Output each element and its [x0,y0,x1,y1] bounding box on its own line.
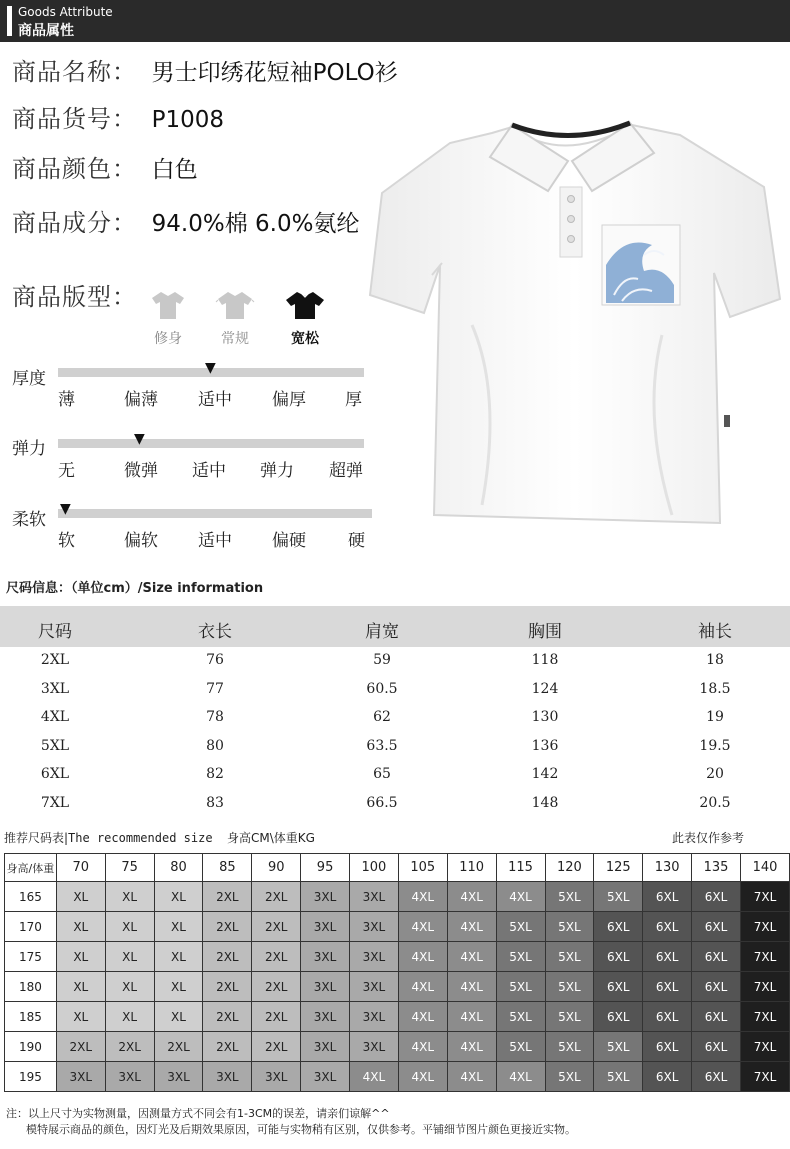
recommend-size-cell: 6XL [692,912,741,942]
product-photo-polo-shirt [362,95,787,535]
recommend-size-cell: 3XL [301,972,350,1002]
recommend-size-cell: 3XL [301,1062,350,1092]
size-table-cell: 80 [206,737,224,754]
size-header-cell: 尺码 [38,622,72,642]
scale-option: 偏硬 [272,531,306,551]
size-table-cell: 130 [531,709,559,726]
recommend-weight-header: 80 [154,854,203,882]
attr-label: 商品名称： [12,58,137,86]
recommend-size-cell: XL [105,942,154,972]
recommend-height-header: 165 [5,882,57,912]
recommend-size-cell: XL [56,942,105,972]
size-table-cell: 3XL [40,680,70,697]
recommend-weight-header: 105 [398,854,447,882]
section-header [0,0,790,42]
recommend-size-cell: XL [56,912,105,942]
recommend-size-cell: XL [154,972,203,1002]
recommend-size-cell: XL [105,1002,154,1032]
size-table-row [0,764,790,792]
size-table-cell: 77 [206,680,224,697]
scale-thickness-title: 厚度 [12,369,46,389]
recommend-size-cell: 6XL [692,972,741,1002]
recommend-height-header: 180 [5,972,57,1002]
slim-fit-shirt-icon [148,290,188,320]
recommend-size-cell: 4XL [447,942,496,972]
recommend-size-cell: XL [105,972,154,1002]
recommend-size-cell: 5XL [496,1002,545,1032]
size-table-cell: 136 [531,737,559,754]
size-header-cell: 袖长 [698,622,732,642]
size-table-cell: 62 [373,709,391,726]
size-table-cell: 19.5 [699,737,731,754]
recommend-size-cell: XL [154,1002,203,1032]
recommend-height-header: 170 [5,912,57,942]
size-table-cell: 7XL [40,795,70,811]
recommend-size-cell: XL [154,912,203,942]
scale-softness-title: 柔软 [12,510,46,530]
recommend-title-cn: 推荐尺码表| [4,831,69,845]
size-table-row [0,793,790,821]
recommend-size-cell: 4XL [447,1002,496,1032]
recommend-size-cell: 4XL [496,1062,545,1092]
recommend-size-cell: 3XL [203,1062,252,1092]
size-header-cell: 衣长 [198,622,232,642]
attr-label: 商品版型： [12,283,137,311]
recommend-size-cell: 2XL [203,1002,252,1032]
fit-option-regular: 常规 [221,331,249,347]
recommend-size-cell: 4XL [398,942,447,972]
size-header-cell: 肩宽 [365,622,399,642]
recommend-size-cell: 7XL [741,1062,790,1092]
recommend-size-cell: 5XL [545,972,594,1002]
recommend-size-cell: 2XL [203,942,252,972]
size-table-cell: 60.5 [366,680,398,697]
recommend-header-row [5,854,790,882]
recommend-size-cell: 4XL [447,972,496,1002]
recommend-size-cell: 6XL [692,882,741,912]
recommend-size-cell: 2XL [56,1032,105,1062]
scale-option: 适中 [198,531,232,551]
attr-label: 商品成分： [12,209,137,237]
recommend-size-cell: 4XL [398,882,447,912]
recommend-size-cell: 7XL [741,1032,790,1062]
recommend-size-cell: 6XL [594,972,643,1002]
recommend-size-cell: 5XL [545,1002,594,1032]
header-accent-bar [7,6,12,36]
recommend-size-cell: 4XL [350,1062,399,1092]
recommend-size-cell: 6XL [643,1062,692,1092]
recommend-size-cell: XL [154,942,203,972]
recommend-size-cell: 3XL [105,1062,154,1092]
recommend-size-cell: 3XL [350,942,399,972]
recommend-size-cell: 4XL [398,1002,447,1032]
recommend-size-cell: 6XL [643,912,692,942]
recommend-height-header: 185 [5,1002,57,1032]
recommend-size-cell: 5XL [545,942,594,972]
recommend-size-cell: 4XL [447,1062,496,1092]
recommend-size-cell: 4XL [447,882,496,912]
scale-option: 适中 [198,390,232,410]
scale-option: 厚 [345,390,362,410]
recommend-corner-cell: 身高/体重 [5,854,57,882]
size-table-cell: 18.5 [699,680,731,697]
size-table-cell: 18 [706,652,724,668]
recommend-size-cell: 3XL [350,1032,399,1062]
size-table-cell: 118 [531,652,559,668]
footnote-measurement: 注：以上尺寸为实物测量，因测量方式不同会有1-3CM的误差，请亲们谅解^^ [6,1107,390,1120]
size-table-cell: 63.5 [366,737,398,754]
recommend-size-cell: 4XL [398,1062,447,1092]
recommend-size-cell: 2XL [154,1032,203,1062]
recommend-note: 此表仅作参考 [672,831,745,845]
size-table-cell: 66.5 [366,795,398,811]
recommend-row [5,942,790,972]
recommend-size-table [4,853,790,1092]
recommend-row [5,972,790,1002]
recommend-size-cell: 6XL [692,1032,741,1062]
attr-value: P1008 [151,107,225,133]
recommend-size-cell: XL [105,882,154,912]
recommend-size-cell: 2XL [252,1032,301,1062]
recommend-size-cell: 5XL [594,1032,643,1062]
recommend-weight-header: 70 [56,854,105,882]
attr-product-material [12,203,359,238]
recommend-size-cell: 2XL [105,1032,154,1062]
recommend-size-cell: 2XL [252,912,301,942]
recommend-size-cell: 6XL [643,942,692,972]
scale-elasticity-bar [58,439,364,448]
recommend-row [5,1032,790,1062]
size-header-cell: 胸围 [528,622,562,642]
scale-option: 偏软 [124,531,158,551]
header-title-en: Goods Attribute [18,5,113,19]
attr-label: 商品颜色： [12,155,137,183]
recommend-size-cell: 6XL [692,1062,741,1092]
recommend-size-cell: 3XL [350,912,399,942]
scale-softness-bar [58,509,372,518]
recommend-height-header: 190 [5,1032,57,1062]
recommend-size-cell: 4XL [447,1032,496,1062]
regular-fit-shirt-icon [215,290,255,320]
recommend-size-cell: 3XL [350,882,399,912]
size-table-cell: 65 [373,766,391,783]
recommend-size-cell: 3XL [350,1002,399,1032]
attr-value: 94.0%棉 6.0%氨纶 [151,211,360,237]
recommend-size-cell: 3XL [301,1002,350,1032]
recommend-size-cell: 5XL [545,1032,594,1062]
recommend-size-cell: 3XL [56,1062,105,1092]
size-table-cell: 78 [206,709,224,726]
scale-option: 偏厚 [272,390,306,410]
recommend-row [5,882,790,912]
recommend-size-cell: 3XL [154,1062,203,1092]
size-table-cell: 4XL [40,709,70,726]
recommend-size-cell: 6XL [594,942,643,972]
recommend-size-cell: 3XL [350,972,399,1002]
recommend-size-cell: 5XL [496,972,545,1002]
attr-product-code [12,99,224,134]
scale-option: 硬 [348,531,365,551]
size-table-cell: 20 [706,766,724,783]
recommend-size-cell: 7XL [741,1002,790,1032]
recommend-size-cell: XL [56,972,105,1002]
recommend-size-cell: 3XL [301,882,350,912]
scale-thickness-marker-icon: ▼ [205,360,216,376]
scale-option: 适中 [192,461,226,481]
size-table-cell: 19 [706,709,724,726]
recommend-size-cell: 6XL [692,1002,741,1032]
scale-elasticity-marker-icon: ▼ [134,431,145,447]
scale-option: 无 [58,461,75,481]
attr-product-fit [12,277,144,312]
recommend-size-cell: 3XL [252,1062,301,1092]
recommend-weight-header: 130 [643,854,692,882]
recommend-size-cell: 2XL [203,972,252,1002]
recommend-size-cell: 5XL [496,912,545,942]
recommend-size-cell: 2XL [252,942,301,972]
scale-softness-marker-icon: ▼ [60,501,71,517]
attr-label: 商品货号： [12,105,137,133]
recommend-size-cell: XL [154,882,203,912]
footnote-color: 模特展示商品的颜色，因灯光及后期效果原因，可能与实物稍有区别，仅供参考。平铺细节图片颜色更接近实物。 [26,1123,576,1136]
recommend-weight-header: 90 [252,854,301,882]
recommend-size-cell: 5XL [496,942,545,972]
recommend-weight-header: 135 [692,854,741,882]
size-table-cell: 2XL [40,652,70,668]
recommend-size-cell: XL [56,882,105,912]
recommend-size-cell: 6XL [643,972,692,1002]
recommend-weight-header: 115 [496,854,545,882]
fit-option-slim: 修身 [154,331,182,347]
recommend-weight-header: 75 [105,854,154,882]
scale-option: 偏薄 [124,390,158,410]
scale-option: 微弹 [124,461,158,481]
recommend-size-cell: 3XL [301,912,350,942]
size-table-cell: 124 [531,680,559,697]
recommend-size-cell: 2XL [252,1002,301,1032]
recommend-size-cell: 2XL [252,972,301,1002]
recommend-weight-header: 120 [545,854,594,882]
recommend-title-en: The recommended size [68,831,213,845]
recommend-title-units: 身高CM\体重KG [227,831,315,845]
scale-option: 软 [58,531,75,551]
recommend-height-header: 195 [5,1062,57,1092]
size-table-cell: 148 [531,795,559,811]
recommend-size-cell: 4XL [447,912,496,942]
recommend-weight-header: 100 [350,854,399,882]
recommend-size-cell: 4XL [398,912,447,942]
size-table-cell: 59 [373,652,391,668]
size-table-cell: 83 [206,795,224,811]
recommend-size-cell: 3XL [301,942,350,972]
scale-option: 弹力 [260,461,294,481]
size-table-row [0,650,790,678]
attr-value: 白色 [151,157,198,183]
recommend-row [5,912,790,942]
recommend-size-cell: 4XL [496,882,545,912]
recommend-size-cell: 6XL [594,912,643,942]
recommend-size-cell: 3XL [301,1032,350,1062]
fit-option-loose: 宽松 [291,331,319,347]
recommend-row [5,1002,790,1032]
size-table-row [0,707,790,735]
recommend-weight-header: 125 [594,854,643,882]
recommend-height-header: 175 [5,942,57,972]
size-table-row [0,736,790,764]
recommend-row [5,1062,790,1092]
recommend-size-cell: 6XL [594,1002,643,1032]
loose-fit-shirt-icon [285,290,325,320]
recommend-size-cell: 2XL [252,882,301,912]
recommend-weight-header: 140 [741,854,790,882]
recommend-size-cell: 5XL [594,1062,643,1092]
size-table-row [0,679,790,707]
size-info-title: 尺码信息：（单位cm）/Size information [6,581,264,596]
recommend-size-cell: 5XL [594,882,643,912]
recommend-size-cell: 2XL [203,882,252,912]
recommend-size-cell: XL [56,1002,105,1032]
recommend-size-cell: 5XL [545,882,594,912]
recommend-size-cell: 4XL [398,972,447,1002]
size-table-cell: 142 [531,766,559,783]
attr-product-name [12,52,398,87]
recommend-size-cell: 7XL [741,972,790,1002]
recommend-size-cell: 7XL [741,912,790,942]
scale-option: 超弹 [329,461,363,481]
recommend-size-cell: 2XL [203,1032,252,1062]
header-title-cn: 商品属性 [18,23,74,39]
size-table-cell: 82 [206,766,224,783]
recommend-weight-header: 95 [301,854,350,882]
recommend-size-cell: 5XL [545,912,594,942]
recommend-size-cell: 4XL [398,1032,447,1062]
recommend-size-cell: 5XL [545,1062,594,1092]
recommend-size-cell: 6XL [643,1032,692,1062]
attr-product-color [12,149,198,184]
recommend-title [4,829,315,846]
scale-elasticity-title: 弹力 [12,439,46,459]
recommend-size-cell: 6XL [692,942,741,972]
size-table-cell: 76 [206,652,224,668]
recommend-size-cell: 6XL [643,882,692,912]
recommend-size-cell: 7XL [741,882,790,912]
size-table-cell: 5XL [40,737,70,754]
size-table-cell: 20.5 [699,795,731,811]
size-table-cell: 6XL [40,766,70,783]
recommend-size-cell: 6XL [643,1002,692,1032]
scale-option: 薄 [58,390,75,410]
recommend-size-cell: 2XL [203,912,252,942]
recommend-size-cell: 5XL [496,1032,545,1062]
recommend-weight-header: 110 [447,854,496,882]
recommend-size-cell: 7XL [741,942,790,972]
recommend-size-cell: XL [105,912,154,942]
recommend-weight-header: 85 [203,854,252,882]
attr-value: 男士印绣花短袖POLO衫 [151,60,398,86]
